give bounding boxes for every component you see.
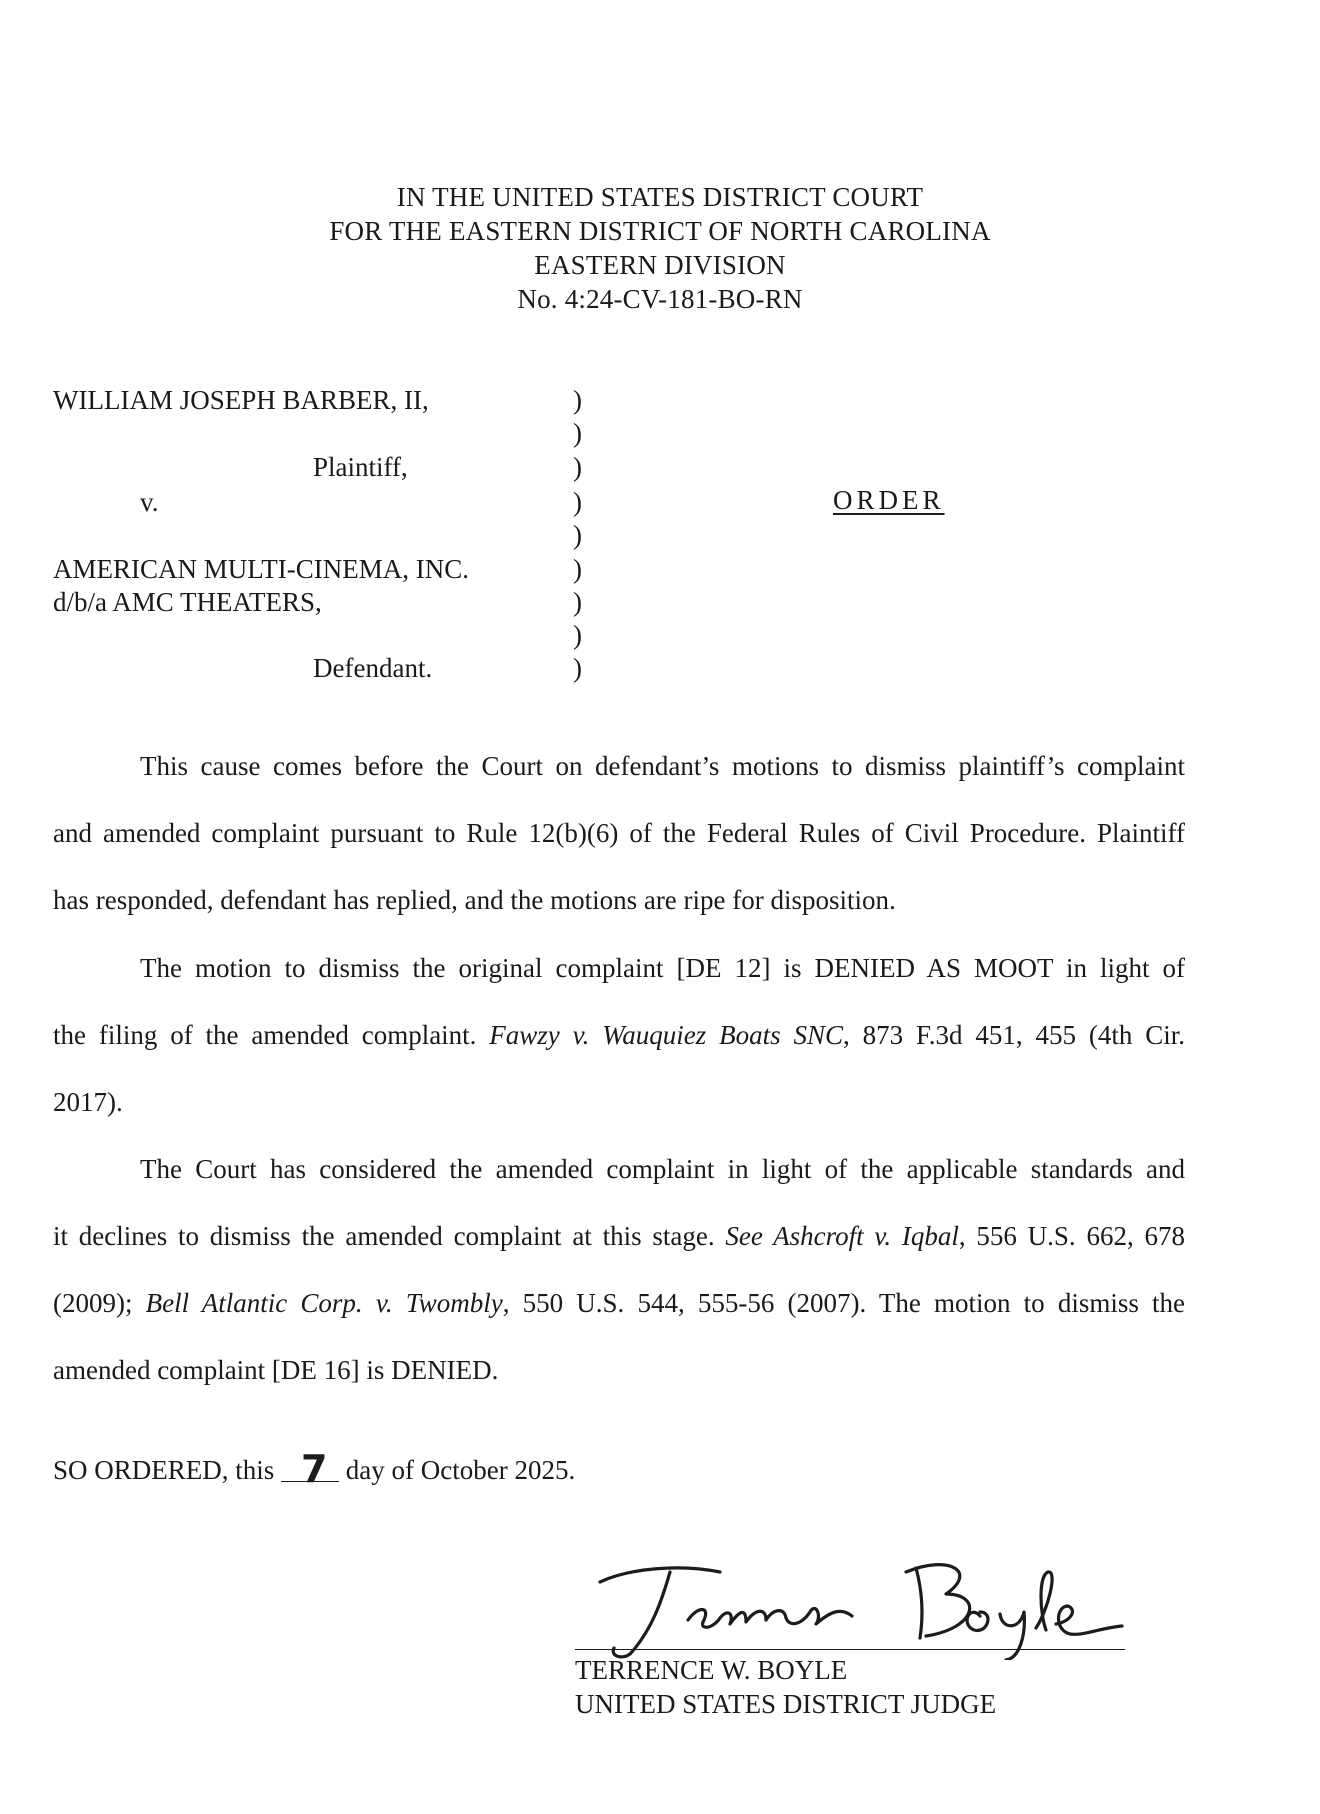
paragraph-2-line-1: The motion to dismiss the original complaint [DE 12] is DENIED AS MOOT in light of (140, 953, 1185, 983)
caption-paren: ) (573, 620, 582, 650)
caption-paren: ) (573, 520, 582, 550)
court-division: EASTERN DIVISION (534, 250, 786, 280)
so-ordered-line: SO ORDERED, this 7 day of October 2025. (53, 1447, 576, 1491)
paragraph-1-line-1: This cause comes before the Court on defendant’s motions to dismiss plaintiff’s complaint (140, 751, 1185, 781)
judge-name: TERRENCE W. BOYLE (575, 1655, 848, 1685)
paragraph-1-line-2: and amended complaint pursuant to Rule 12(b)(6) of the Federal Rules of Civil Procedure. Plaintiff (53, 818, 1185, 848)
plaintiff-role: Plaintiff, (313, 452, 408, 482)
signature-line (575, 1649, 1125, 1650)
paragraph-3-line-2: it declines to dismiss the amended complaint at this stage. See Ashcroft v. Iqbal, 556 U.S. 662, 678 (53, 1221, 1185, 1251)
judge-signature (570, 1550, 1130, 1660)
caption-paren: ) (573, 587, 582, 617)
caption-paren: ) (573, 385, 582, 415)
defendant-name: AMERICAN MULTI-CINEMA, INC. (53, 554, 469, 584)
day-blank (281, 1447, 339, 1491)
paragraph-3-line-1: The Court has considered the amended complaint in light of the applicable standards and (140, 1154, 1185, 1184)
plaintiff-name: WILLIAM JOSEPH BARBER, II, (53, 385, 429, 415)
judge-title: UNITED STATES DISTRICT JUDGE (575, 1689, 997, 1719)
paragraph-2-line-3: 2017). (53, 1087, 123, 1117)
order-title: ORDER (833, 485, 945, 515)
case-number: No. 4:24-CV-181-BO-RN (517, 284, 803, 314)
handwritten-day: 7 (301, 1447, 328, 1491)
caption-paren: ) (573, 487, 582, 517)
defendant-dba: d/b/a AMC THEATERS, (53, 587, 322, 617)
caption-paren: ) (573, 452, 582, 482)
paragraph-1-line-3: has responded, defendant has replied, and the motions are ripe for disposition. (53, 885, 896, 915)
caption-paren: ) (573, 653, 582, 683)
paragraph-3-line-3: (2009); Bell Atlantic Corp. v. Twombly, 550 U.S. 544, 555-56 (2007). The motion to dismiss the (53, 1288, 1185, 1318)
versus: v. (140, 487, 159, 517)
caption-paren: ) (573, 554, 582, 584)
case-citation-fawzy: Fawzy v. Wauquiez Boats SNC (489, 1020, 843, 1050)
court-district: FOR THE EASTERN DISTRICT OF NORTH CAROLINA (329, 216, 991, 246)
defendant-role: Defendant. (313, 653, 433, 683)
paragraph-2-line-2: the filing of the amended complaint. Fawzy v. Wauquiez Boats SNC, 873 F.3d 451, 455 (4th Cir. (53, 1020, 1185, 1050)
case-citation-twombly: Bell Atlantic Corp. v. Twombly (145, 1288, 503, 1318)
case-citation-iqbal: See Ashcroft v. Iqbal (725, 1221, 959, 1251)
paragraph-3-line-4: amended complaint [DE 16] is DENIED. (53, 1355, 499, 1385)
court-name: IN THE UNITED STATES DISTRICT COURT (396, 182, 924, 212)
caption-paren: ) (573, 418, 582, 448)
